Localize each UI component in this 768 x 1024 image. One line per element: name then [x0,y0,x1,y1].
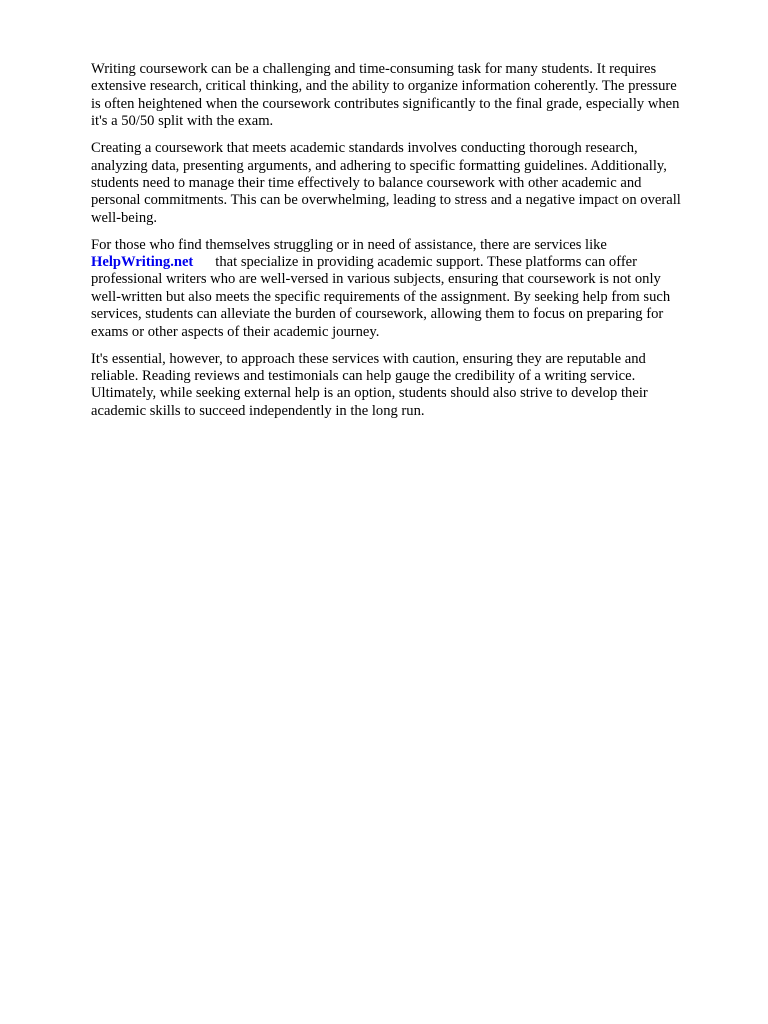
text-line: It's essential, however, to approach these services with caution, ensuring they are reputable and [91,350,646,367]
document-body [91,61,721,430]
text-line: reliable. Reading reviews and testimonials can help gauge the credibility of a writing service. [91,368,636,384]
text-line: For those who find themselves struggling or in need of assistance, there are services like [91,236,607,253]
text-line: Creating a coursework that meets academic standards involves conducting thorough research, [91,140,638,157]
text-line: services, students can alleviate the burden of coursework, allowing them to focus on preparing for [91,306,664,323]
text-line: professional writers who are well-versed in various subjects, ensuring that coursework is not only [91,271,661,288]
helpwriting-link[interactable]: HelpWriting.net [91,254,194,271]
paragraph-2 [91,140,721,227]
paragraph-1 [91,61,721,131]
text-line: personal commitments. This can be overwhelming, leading to stress and a negative impact on overall [91,192,681,209]
paragraph-3 [91,237,721,341]
text-line-with-link [91,254,721,271]
text-line: academic skills to succeed independently in the long run. [91,402,425,419]
text-line: exams or other aspects of their academic journey. [91,323,380,340]
text-line: Writing coursework can be a challenging and time-consuming task for many students. It requires [91,61,657,77]
text-line: is often heightened when the coursework contributes significantly to the final grade, especially when [91,95,680,112]
paragraph-4 [91,351,721,421]
text-line: well-being. [91,209,158,226]
text-line: Ultimately, while seeking external help is an option, students should also strive to develop their [91,385,648,402]
text-line: well-written but also meets the specific requirements of the assignment. By seeking help from such [91,288,671,305]
text-after-link: that specialize in providing academic support. These platforms can offer [215,254,638,271]
text-line: analyzing data, presenting arguments, and adhering to specific formatting guidelines. Additionally, [91,157,667,174]
text-line: students need to manage their time effectively to balance coursework with other academic and [91,174,642,191]
text-line: extensive research, critical thinking, and the ability to organize information coherently. The pressure [91,78,677,95]
text-line: it's a 50/50 split with the exam. [91,113,274,130]
